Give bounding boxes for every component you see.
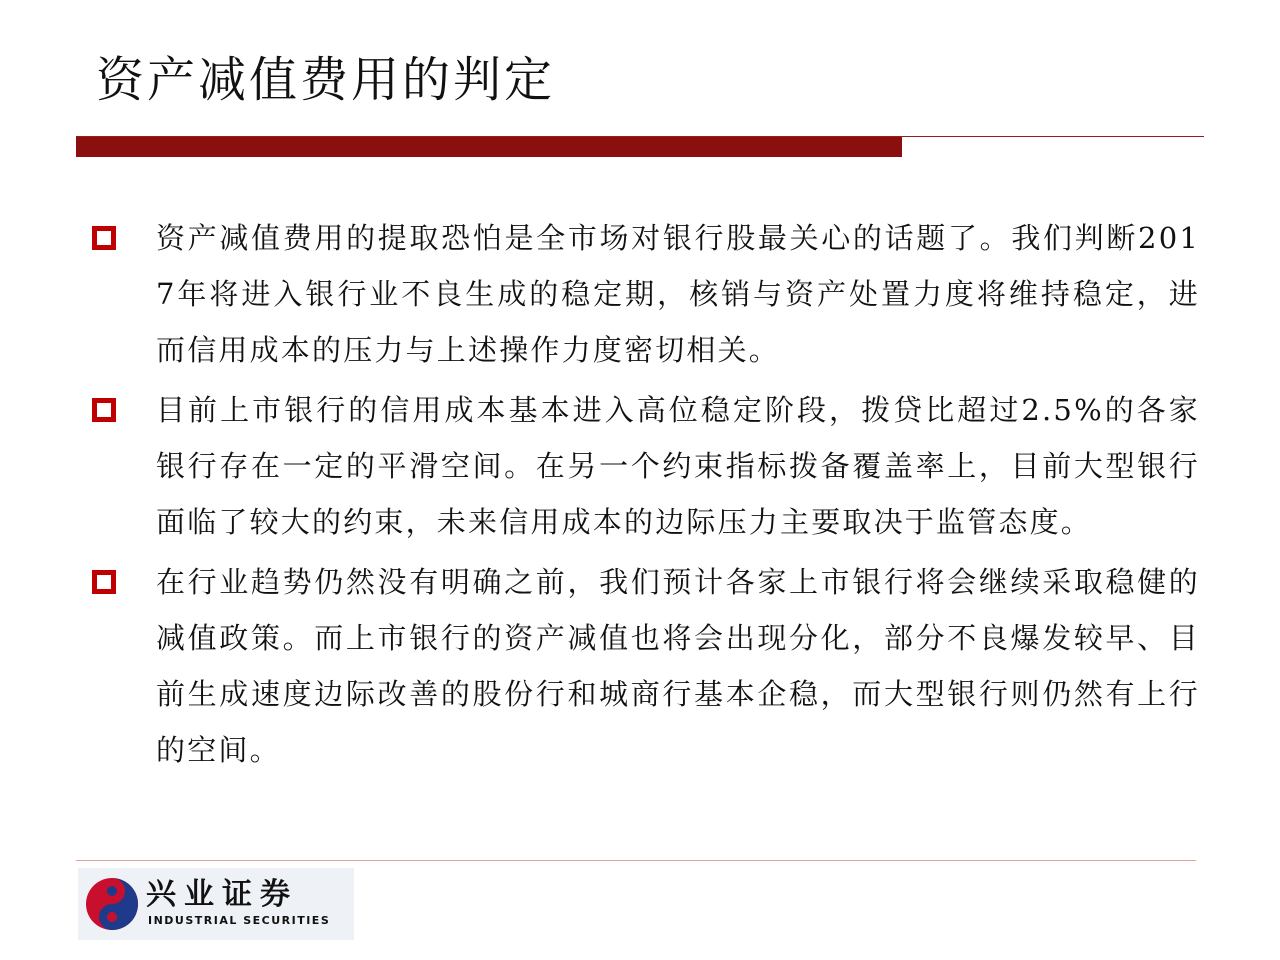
logo-name-cn: 兴业证券 <box>146 877 298 912</box>
company-logo <box>78 868 354 940</box>
footer-divider <box>76 860 1196 861</box>
industrial-securities-logo-icon <box>84 876 140 932</box>
square-bullet-icon <box>92 570 116 594</box>
square-bullet-icon <box>92 398 116 422</box>
slide-title: 资产减值费用的判定 <box>96 52 556 108</box>
bullet-text: 在行业趋势仍然没有明确之前，我们预计各家上市银行将会继续采取稳健的减值政策。而上市银行的资产减值也将会出现分化，部分不良爆发较早、目前生成速度边际改善的股份行和城商行基本企稳，而大型银行则仍然有上行的空间。 <box>156 565 1200 767</box>
bullet-item <box>90 210 1200 378</box>
bullet-text: 目前上市银行的信用成本基本进入高位稳定阶段，拨贷比超过2.5%的各家银行存在一定的平滑空间。在另一个约束指标拨备覆盖率上，目前大型银行面临了较大的约束，未来信用成本的边际压力主要取决于监管态度。 <box>156 393 1200 539</box>
bullet-text: 资产减值费用的提取恐怕是全市场对银行股最关心的话题了。我们判断2017年将进入银行业不良生成的稳定期，核销与资产处置力度将维持稳定，进而信用成本的压力与上述操作力度密切相关。 <box>156 221 1200 367</box>
bullet-item <box>90 382 1200 550</box>
logo-name-en: INDUSTRIAL SECURITIES <box>148 914 331 927</box>
bullet-list <box>90 210 1200 782</box>
bullet-item <box>90 554 1200 778</box>
square-bullet-icon <box>92 226 116 250</box>
title-divider-bar <box>76 137 902 157</box>
